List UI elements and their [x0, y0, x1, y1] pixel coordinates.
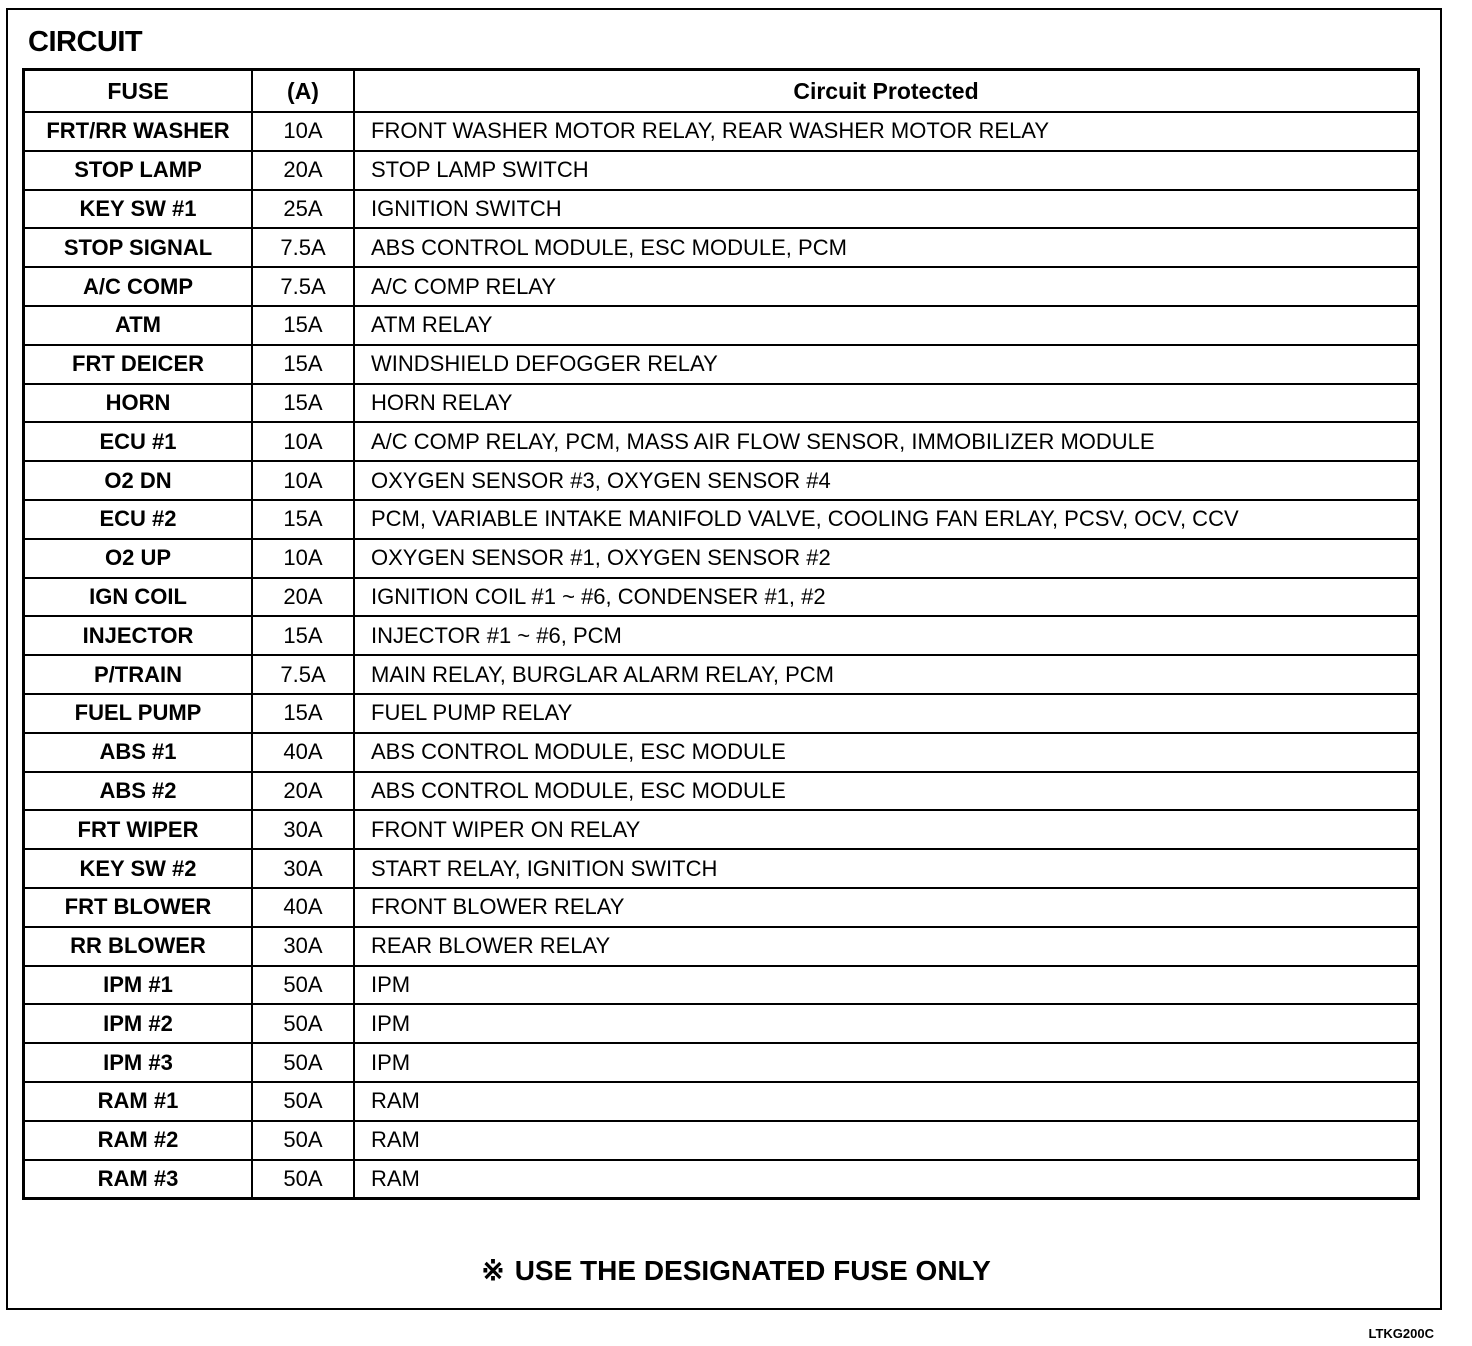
fuse-cell: HORN — [24, 384, 253, 423]
fuse-cell: ECU #2 — [24, 500, 253, 539]
circuit-protected-cell: OXYGEN SENSOR #1, OXYGEN SENSOR #2 — [354, 539, 1419, 578]
amperage-cell: 20A — [252, 578, 354, 617]
page-title: CIRCUIT — [28, 26, 143, 58]
designated-fuse-note — [0, 1254, 1472, 1287]
fuse-cell: STOP LAMP — [24, 151, 253, 190]
fuse-cell: RR BLOWER — [24, 927, 253, 966]
amperage-cell: 7.5A — [252, 267, 354, 306]
amperage-cell: 10A — [252, 422, 354, 461]
circuit-protected-cell: ABS CONTROL MODULE, ESC MODULE, PCM — [354, 228, 1419, 267]
table-row — [24, 228, 1419, 267]
table-header-row — [24, 70, 1419, 113]
reference-mark-icon: ※ — [481, 1255, 505, 1286]
table-row — [24, 112, 1419, 151]
fuse-cell: FRT/RR WASHER — [24, 112, 253, 151]
circuit-protected-cell: A/C COMP RELAY — [354, 267, 1419, 306]
fuse-cell: KEY SW #1 — [24, 190, 253, 229]
fuse-cell: ECU #1 — [24, 422, 253, 461]
amperage-cell: 15A — [252, 500, 354, 539]
fuse-cell: IGN COIL — [24, 578, 253, 617]
amperage-cell: 7.5A — [252, 228, 354, 267]
amperage-cell: 30A — [252, 927, 354, 966]
fuse-cell: RAM #1 — [24, 1082, 253, 1121]
circuit-protected-cell: FUEL PUMP RELAY — [354, 694, 1419, 733]
circuit-protected-cell: FRONT BLOWER RELAY — [354, 888, 1419, 927]
amperage-cell: 15A — [252, 616, 354, 655]
fuse-cell: FUEL PUMP — [24, 694, 253, 733]
table-row — [24, 655, 1419, 694]
fuse-cell: FRT BLOWER — [24, 888, 253, 927]
amperage-cell: 30A — [252, 810, 354, 849]
amperage-cell: 20A — [252, 772, 354, 811]
fuse-cell: IPM #2 — [24, 1004, 253, 1043]
fuse-table — [22, 68, 1420, 1200]
circuit-protected-cell: INJECTOR #1 ~ #6, PCM — [354, 616, 1419, 655]
amperage-cell: 30A — [252, 849, 354, 888]
table-row — [24, 384, 1419, 423]
amperage-cell: 40A — [252, 888, 354, 927]
header-circuit-protected: Circuit Protected — [354, 70, 1419, 113]
table-row — [24, 461, 1419, 500]
figure-code: LTKG200C — [1368, 1326, 1434, 1341]
table-row — [24, 1004, 1419, 1043]
fuse-cell: INJECTOR — [24, 616, 253, 655]
amperage-cell: 50A — [252, 1160, 354, 1199]
fuse-cell: O2 DN — [24, 461, 253, 500]
table-row — [24, 888, 1419, 927]
circuit-protected-cell: OXYGEN SENSOR #3, OXYGEN SENSOR #4 — [354, 461, 1419, 500]
fuse-cell: RAM #3 — [24, 1160, 253, 1199]
circuit-protected-cell: IGNITION COIL #1 ~ #6, CONDENSER #1, #2 — [354, 578, 1419, 617]
amperage-cell: 15A — [252, 345, 354, 384]
amperage-cell: 15A — [252, 306, 354, 345]
table-row — [24, 927, 1419, 966]
circuit-protected-cell: ABS CONTROL MODULE, ESC MODULE — [354, 733, 1419, 772]
table-row — [24, 1043, 1419, 1082]
fuse-cell: A/C COMP — [24, 267, 253, 306]
fuse-cell: KEY SW #2 — [24, 849, 253, 888]
circuit-protected-cell: ABS CONTROL MODULE, ESC MODULE — [354, 772, 1419, 811]
circuit-protected-cell: RAM — [354, 1082, 1419, 1121]
circuit-protected-cell: STOP LAMP SWITCH — [354, 151, 1419, 190]
table-row — [24, 151, 1419, 190]
table-row — [24, 500, 1419, 539]
amperage-cell: 50A — [252, 1121, 354, 1160]
table-row — [24, 345, 1419, 384]
fuse-cell: ABS #2 — [24, 772, 253, 811]
header-fuse: FUSE — [24, 70, 253, 113]
fuse-cell: IPM #3 — [24, 1043, 253, 1082]
fuse-cell: FRT WIPER — [24, 810, 253, 849]
note-text: USE THE DESIGNATED FUSE ONLY — [514, 1255, 991, 1286]
circuit-protected-cell: HORN RELAY — [354, 384, 1419, 423]
circuit-protected-cell: REAR BLOWER RELAY — [354, 927, 1419, 966]
circuit-protected-cell: ATM RELAY — [354, 306, 1419, 345]
circuit-protected-cell: IGNITION SWITCH — [354, 190, 1419, 229]
table-row — [24, 422, 1419, 461]
fuse-cell: FRT DEICER — [24, 345, 253, 384]
table-row — [24, 1160, 1419, 1199]
circuit-protected-cell: WINDSHIELD DEFOGGER RELAY — [354, 345, 1419, 384]
amperage-cell: 7.5A — [252, 655, 354, 694]
amperage-cell: 50A — [252, 1004, 354, 1043]
fuse-cell: P/TRAIN — [24, 655, 253, 694]
amperage-cell: 20A — [252, 151, 354, 190]
fuse-cell: IPM #1 — [24, 966, 253, 1005]
table-row — [24, 733, 1419, 772]
fuse-cell: ABS #1 — [24, 733, 253, 772]
table-row — [24, 190, 1419, 229]
table-row — [24, 578, 1419, 617]
table-row — [24, 849, 1419, 888]
table-row — [24, 539, 1419, 578]
circuit-protected-cell: IPM — [354, 966, 1419, 1005]
fuse-cell: ATM — [24, 306, 253, 345]
table-row — [24, 694, 1419, 733]
amperage-cell: 50A — [252, 966, 354, 1005]
header-amperage: (A) — [252, 70, 354, 113]
fuse-cell: RAM #2 — [24, 1121, 253, 1160]
circuit-protected-cell: RAM — [354, 1160, 1419, 1199]
circuit-protected-cell: IPM — [354, 1004, 1419, 1043]
circuit-protected-cell: RAM — [354, 1121, 1419, 1160]
amperage-cell: 10A — [252, 112, 354, 151]
amperage-cell: 15A — [252, 694, 354, 733]
amperage-cell: 10A — [252, 461, 354, 500]
table-row — [24, 616, 1419, 655]
circuit-protected-cell: START RELAY, IGNITION SWITCH — [354, 849, 1419, 888]
table-row — [24, 1121, 1419, 1160]
amperage-cell: 15A — [252, 384, 354, 423]
fuse-table-body — [24, 112, 1419, 1199]
table-row — [24, 810, 1419, 849]
table-row — [24, 267, 1419, 306]
amperage-cell: 50A — [252, 1082, 354, 1121]
circuit-protected-cell: A/C COMP RELAY, PCM, MASS AIR FLOW SENSOR, IMMOBILIZER MODULE — [354, 422, 1419, 461]
fuse-cell: O2 UP — [24, 539, 253, 578]
amperage-cell: 50A — [252, 1043, 354, 1082]
amperage-cell: 25A — [252, 190, 354, 229]
table-row — [24, 306, 1419, 345]
table-row — [24, 966, 1419, 1005]
amperage-cell: 10A — [252, 539, 354, 578]
table-row — [24, 772, 1419, 811]
circuit-protected-cell: IPM — [354, 1043, 1419, 1082]
table-row — [24, 1082, 1419, 1121]
circuit-protected-cell: MAIN RELAY, BURGLAR ALARM RELAY, PCM — [354, 655, 1419, 694]
circuit-protected-cell: FRONT WASHER MOTOR RELAY, REAR WASHER MOTOR RELAY — [354, 112, 1419, 151]
fuse-cell: STOP SIGNAL — [24, 228, 253, 267]
circuit-protected-cell: FRONT WIPER ON RELAY — [354, 810, 1419, 849]
circuit-protected-cell: PCM, VARIABLE INTAKE MANIFOLD VALVE, COOLING FAN ERLAY, PCSV, OCV, CCV — [354, 500, 1419, 539]
amperage-cell: 40A — [252, 733, 354, 772]
